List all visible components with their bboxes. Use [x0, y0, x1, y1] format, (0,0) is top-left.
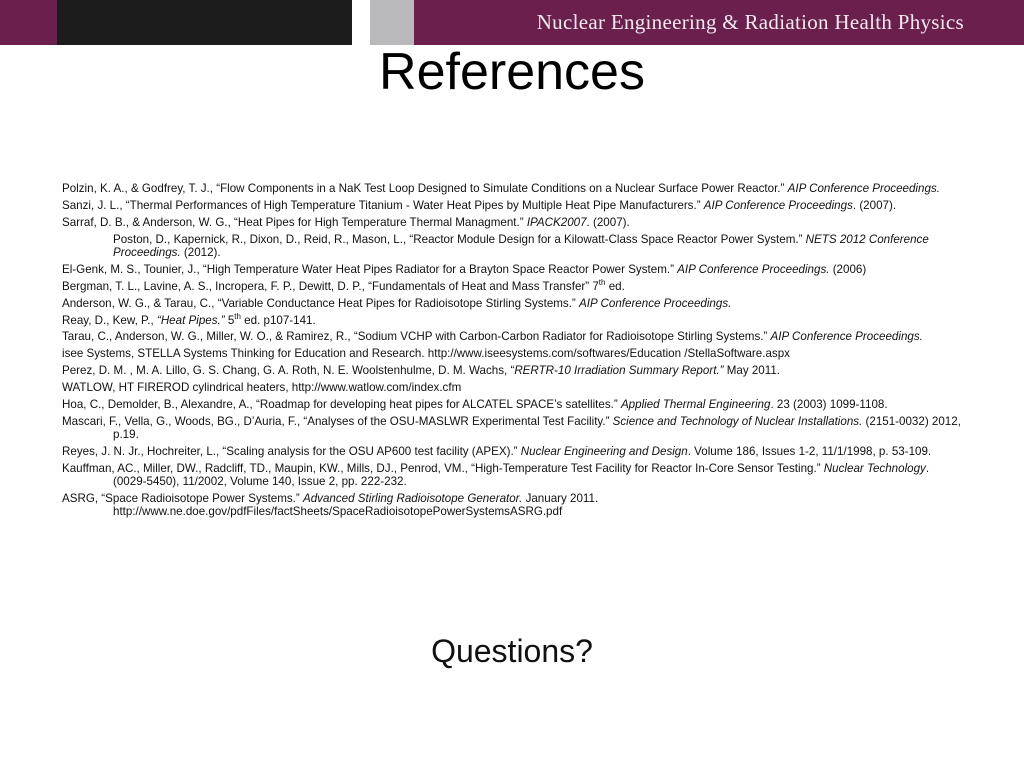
reference-item: WATLOW, HT FIREROD cylindrical heaters, http://www.watlow.com/index.cfm: [62, 381, 462, 395]
reference-item: Mascari, F., Vella, G., Woods, BG., D’Auria, F., “Analyses of the OSU-MASLWR Experimental Test Facility.” Science and Technology of Nuclear Installations. (2151-0032) 2012, p.19.: [62, 414, 961, 442]
reference-item: Sanzi, J. L., “Thermal Performances of High Temperature Titanium - Water Heat Pipes by Multiple Heat Pipe Manufacturers.” AIP Conference Proceedings. (2007).: [62, 198, 897, 212]
reference-list: [62, 182, 962, 522]
reference-item: Poston, D., Kapernick, R., Dixon, D., Reid, R., Mason, L., “Reactor Module Design for a Kilowatt-Class Space Reactor Power System.” NETS 2012 Conference Proceedings. (2012).: [113, 232, 929, 259]
reference-item: Reay, D., Kew, P., “Heat Pipes.” 5th ed. p107-141.: [62, 311, 316, 327]
reference-item: Sarraf, D. B., & Anderson, W. G., “Heat Pipes for High Temperature Thermal Managment.” IPACK2007. (2007).: [62, 215, 630, 229]
slide-title: References: [379, 43, 645, 101]
reference-item: isee Systems, STELLA Systems Thinking for Education and Research. http://www.iseesystems.com/softwares/Education /StellaSoftware.aspx: [62, 347, 790, 361]
reference-item: Polzin, K. A., & Godfrey, T. J., “Flow Components in a NaK Test Loop Designed to Simulate Conditions on a Nuclear Surface Power Reactor.” AIP Conference Proceedings.: [62, 182, 940, 195]
reference-item: Tarau, C., Anderson, W. G., Miller, W. O., & Ramirez, R., “Sodium VCHP with Carbon-Carbon Radiator for Radioisotope Stirling Systems.” AIP Conference Proceedings.: [62, 330, 923, 344]
header-block-left: [0, 0, 57, 45]
header-block-black: [57, 0, 352, 45]
reference-item: Anderson, W. G., & Tarau, C., “Variable Conductance Heat Pipes for Radioisotope Stirling Systems.” AIP Conference Proceedings.: [62, 296, 732, 310]
header-block-title-area: [414, 0, 1024, 45]
header-block-gray: [370, 0, 414, 45]
header-block-gap: [352, 0, 370, 45]
department-title: Nuclear Engineering & Radiation Health Physics: [536, 10, 964, 34]
reference-item: Bergman, T. L., Lavine, A. S., Incropera, F. P., Dewitt, D. P., “Fundamentals of Heat and Mass Transfer” 7th ed.: [62, 277, 625, 293]
reference-item: ASRG, “Space Radioisotope Power Systems.” Advanced Stirling Radioisotope Generator. January 2011. http://www.ne.doe.gov/pdfFiles/factSheets/SpaceRadioisotopePowerSystemsASRG.pdf: [62, 492, 599, 519]
reference-item: Reyes, J. N. Jr., Hochreiter, L., “Scaling analysis for the OSU AP600 test facility (APEX).” Nuclear Engineering and Design. Volume 186, Issues 1-2, 11/1/1998, p. 53-109.: [62, 445, 932, 459]
reference-item: El-Genk, M. S., Tounier, J., “High Temperature Water Heat Pipes Radiator for a Brayton Space Reactor Power System.” AIP Conference Proceedings. (2006): [62, 262, 867, 276]
questions-prompt: Questions?: [431, 633, 593, 669]
header-banner: [0, 0, 1024, 45]
reference-item: Perez, D. M. , M. A. Lillo, G. S. Chang, G. A. Roth, N. E. Woolstenhulme, D. M. Wachs, “RERTR-10 Irradiation Summary Report.” May 2011.: [62, 364, 780, 378]
reference-item: Hoa, C., Demolder, B., Alexandre, A., “Roadmap for developing heat pipes for ALCATEL SPACE’s satellites.” Applied Thermal Engineering. 23 (2003) 1099-1108.: [62, 397, 888, 411]
reference-item: Kauffman, AC., Miller, DW., Radcliff, TD., Maupin, KW., Mills, DJ., Penrod, VM., “High-Temperature Test Facility for Reactor In-Core Sensor Testing.” Nuclear Technology. (0029-5450), 11/2002, Volume 140, Issue 2, pp. 222-232.: [62, 461, 930, 489]
